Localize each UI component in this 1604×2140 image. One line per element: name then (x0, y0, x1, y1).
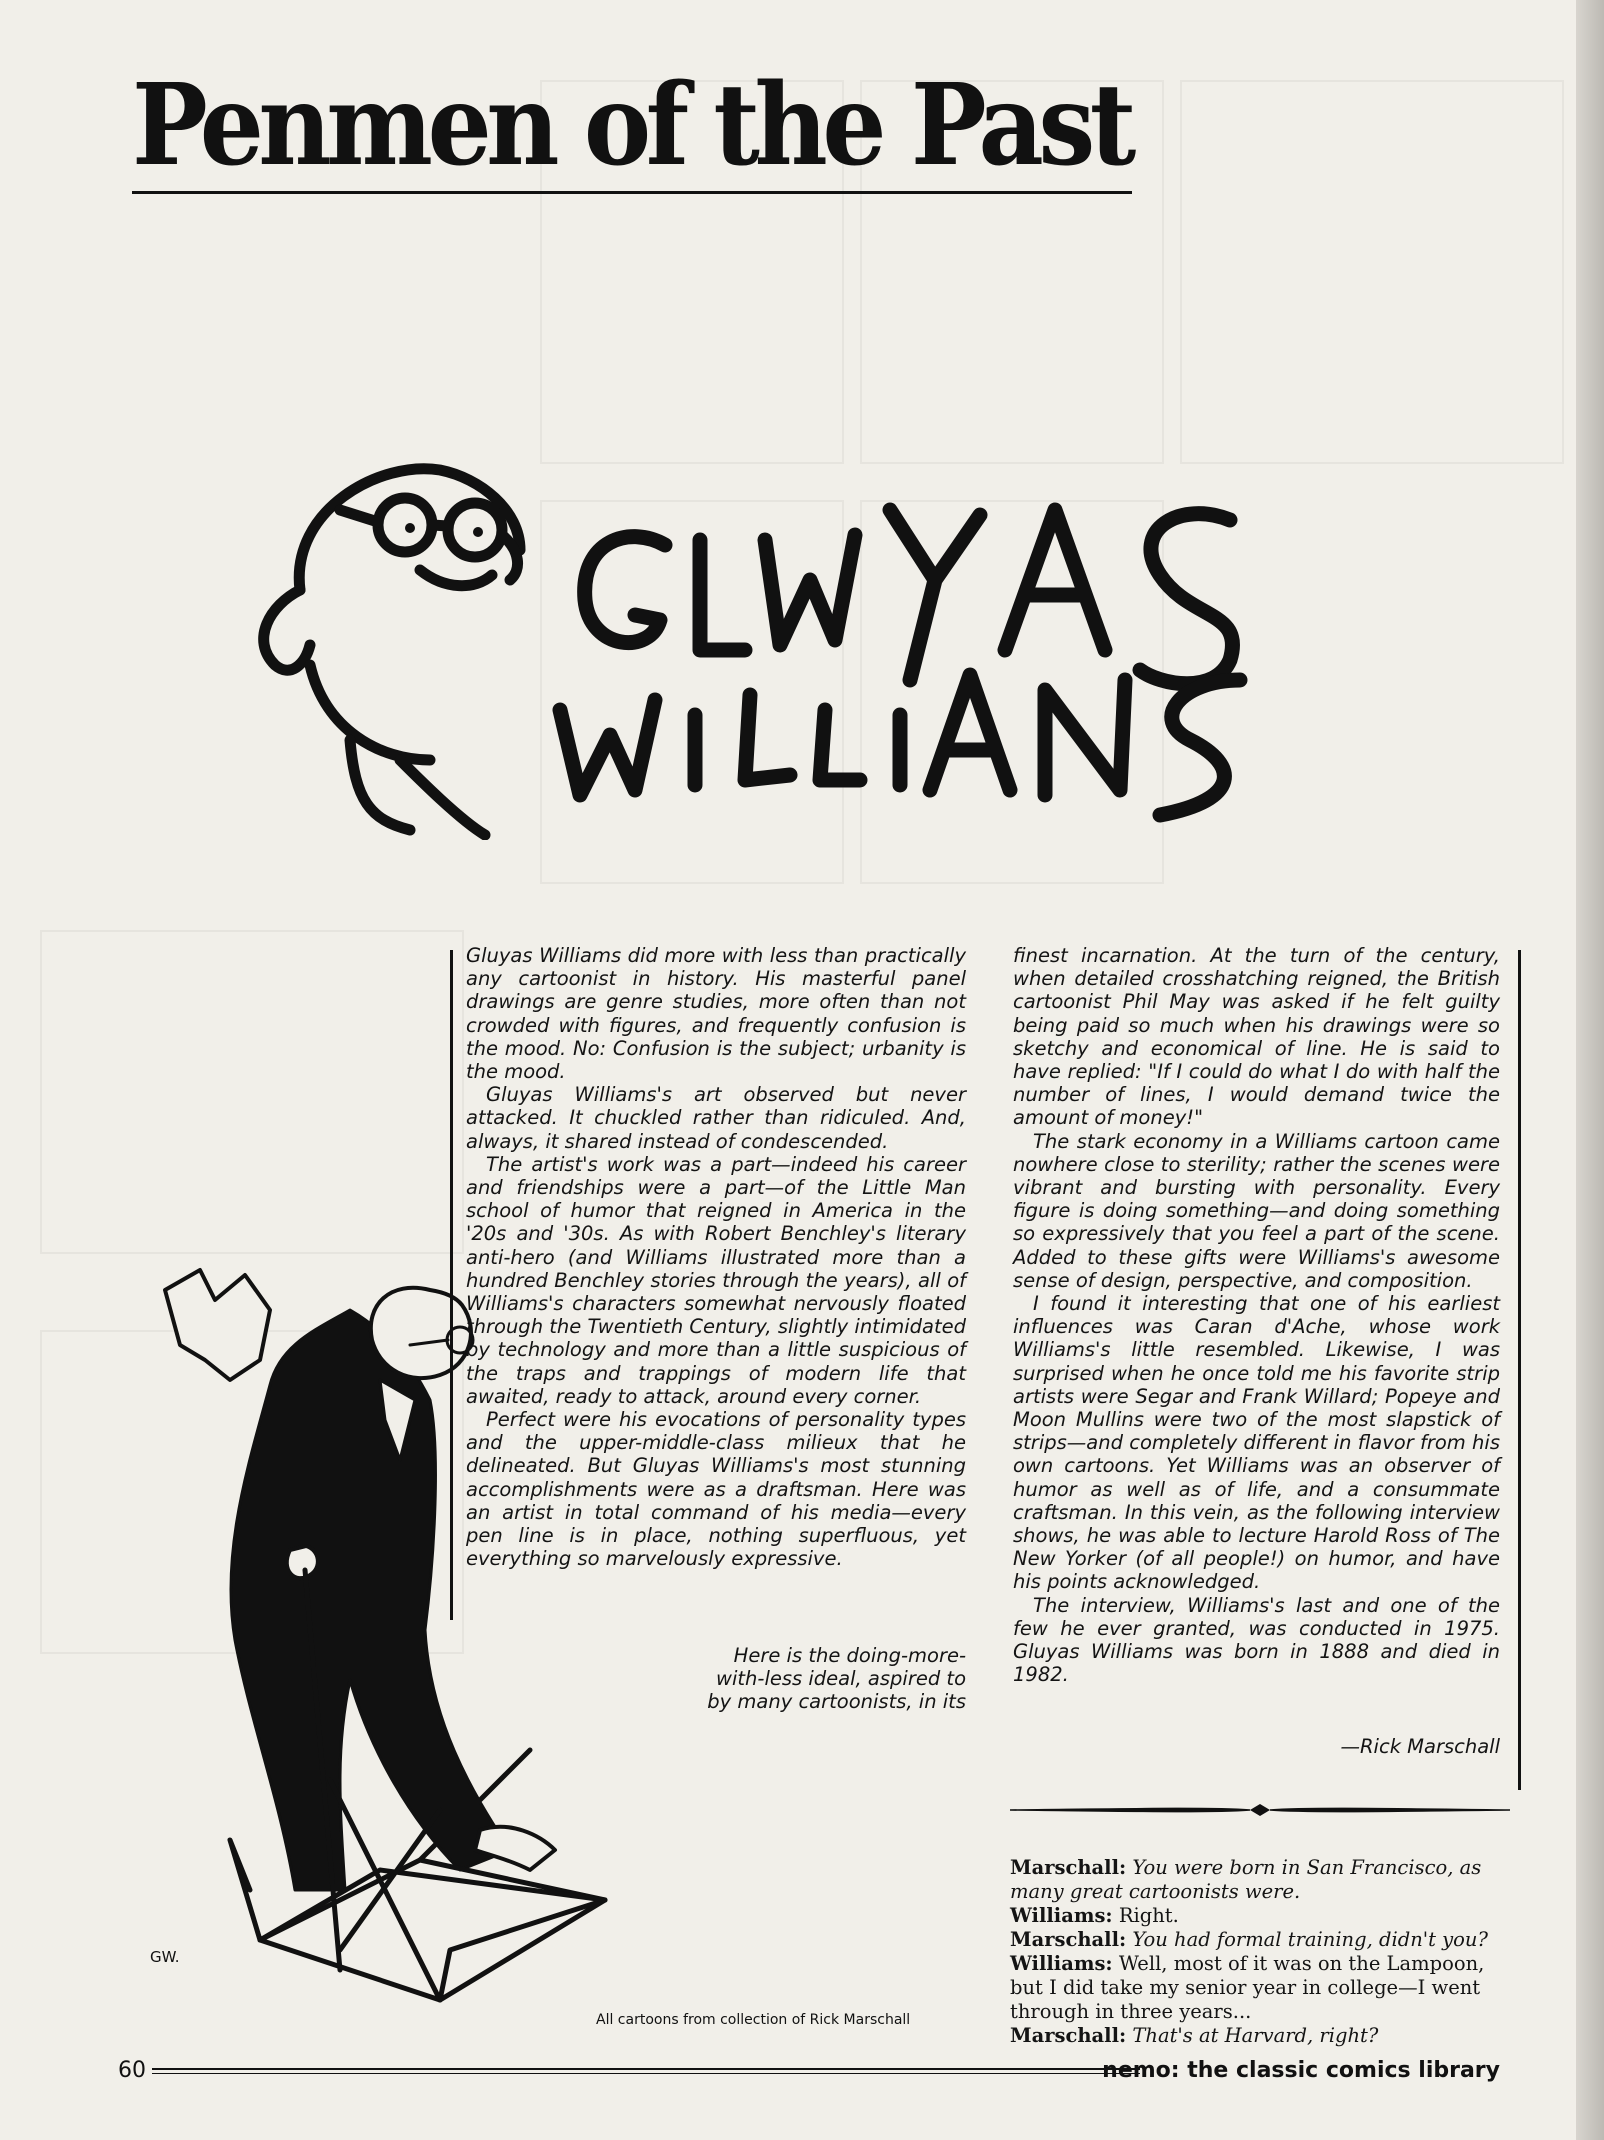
artist-initials: GW. (150, 1948, 180, 1966)
paragraph: I found it interesting that one of his earliest influences was Caran d'Ache, whose work Williams's little resembled. Likewise, I was surprised when he once told me his favorite strip artists were Segar and Frank Willard; Popeye and Moon Mullins were two of the most slapstick of strips—and completely different in flavor from his own cartoons. Yet Williams was an observer of humor as well as of life, and a consummate craftsman. In this vein, as the following interview shows, he was able to lecture Harold Ross of The New Yorker (of all people!) on humor, and have his points acknowledged. (1013, 1292, 1500, 1594)
interview-text: Well, most of it was on the Lampoon, but I did take my senior year in college—I went through in three years... (1010, 1952, 1485, 2023)
page-number: 60 (118, 2058, 146, 2083)
page-title: Penmen of the Past (132, 60, 1131, 191)
paragraph: finest incarnation. At the turn of the century, when detailed crosshatching reigned, the British cartoonist Phil May was asked if he felt guilty being paid so much when his drawings were so sketchy and economical of line. He is said to have replied: "If I could do what I do with half the number of lines, I would demand twice the amount of money!" (1013, 944, 1500, 1130)
paragraph: Perfect were his evocations of personality types and the upper-middle-class milieux that he delineated. But Gluyas Williams's most stunning accomplishments were as a draftsman. Here was an artist in total command of his media—every pen line is in place, nothing superfluous, yet everything so marvelously expressive. (466, 1408, 966, 1571)
interview-text: That's at Harvard, right? (1132, 2024, 1379, 2047)
footer-rule (152, 2068, 1140, 2070)
article-column-right (1013, 944, 1500, 1687)
bleed-through-box (40, 930, 464, 1254)
paragraph: The artist's work was a part—indeed his career and friendships were a part—of the Little Man school of humor that reigned in America in the '20s and '30s. As with Robert Benchley's literary anti-hero (and Williams illustrated more than a hundred Benchley stories through the years), all of Williams's characters somewhat nervously floated through the Twentieth Century, slightly intimidated by technology and more than a little suspicious of the traps and trappings of modern life that awaited, ready to attack, around every corner. (466, 1152, 966, 1408)
paragraph-line: with-less ideal, aspired to (716, 1667, 966, 1691)
section-divider-ornament (1010, 1800, 1510, 1820)
column-rule-left (450, 950, 453, 1620)
self-portrait-illustration (230, 440, 550, 840)
interview-line (1010, 2024, 1500, 2048)
speaker-name: Williams: (1010, 1904, 1113, 1927)
speaker-name: Williams: (1010, 1952, 1113, 1975)
paragraph: The interview, Williams's last and one of the few he ever granted, was conducted in 1975. Gluyas Williams was born in 1888 and died in 1982. (1013, 1593, 1500, 1687)
interview-line (1010, 1904, 1500, 1928)
paragraph: Gluyas Williams's art observed but never attacked. It chuckled rather than ridiculed. And, always, it shared instead of condescended. (466, 1083, 966, 1153)
interview-line (1010, 1952, 1500, 2024)
publication-name: nemo: the classic comics library (1102, 2058, 1500, 2083)
footer-rule (152, 2073, 1140, 2074)
speaker-name: Marschall: (1010, 1856, 1127, 1879)
author-signature: —Rick Marschall (1340, 1735, 1500, 1758)
title-rule (132, 191, 1132, 194)
binding-edge (1576, 0, 1604, 2140)
speaker-name: Marschall: (1010, 1928, 1127, 1951)
paragraph: The stark economy in a Williams cartoon came nowhere close to sterility; rather the scenes were vibrant and bursting with personality. Every figure is doing something—and doing something so expressively that you feel a part of the scene. Added to these gifts were Williams's awesome sense of design, perspective, and composition. (1013, 1129, 1500, 1292)
interview-text: You had formal training, didn't you? (1132, 1928, 1488, 1951)
paragraph: Gluyas Williams did more with less than practically any cartoonist in history. His masterful panel drawings are genre studies, more often than not crowded with figures, and frequently confusion is the mood. No: Confusion is the subject; urbanity is the mood. (466, 944, 966, 1084)
interview-text: You were born in San Francisco, as many great cartoonists were. (1010, 1856, 1482, 1903)
hand-lettered-name (540, 480, 1360, 830)
article-column-left (466, 944, 966, 1570)
column-rule-right (1518, 950, 1521, 1790)
speaker-name: Marschall: (1010, 2024, 1127, 2047)
interview-transcript (1010, 1856, 1500, 2048)
paragraph-line: by many cartoonists, in its (707, 1690, 966, 1714)
paragraph-line: Here is the doing-more- (733, 1644, 966, 1667)
interview-text: Right. (1118, 1904, 1179, 1927)
photo-credit-caption: All cartoons from collection of Rick Marschall (596, 2012, 911, 2028)
bleed-through-box (1180, 80, 1564, 464)
article-column-left-tail (640, 1644, 966, 1714)
interview-line (1010, 1856, 1500, 1904)
interview-line (1010, 1928, 1500, 1952)
